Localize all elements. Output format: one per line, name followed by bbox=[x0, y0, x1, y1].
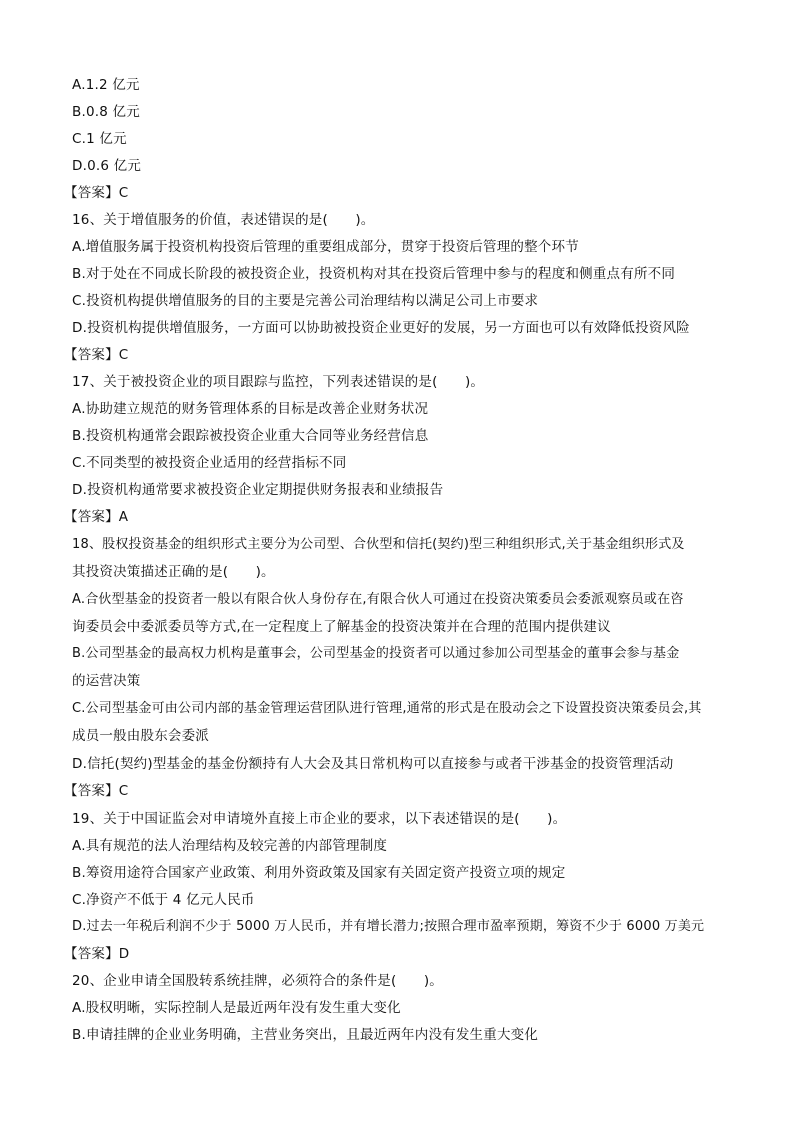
q20-option-b: B.申请挂牌的企业业务明确，主营业务突出，且最近两年内没有发生重大变化 bbox=[72, 1027, 539, 1043]
q19-answer: 【答案】D bbox=[64, 946, 130, 962]
q15-answer: 【答案】C bbox=[64, 185, 129, 201]
q16-answer: 【答案】C bbox=[64, 347, 129, 363]
q15-option-a: A.1.2 亿元 bbox=[72, 77, 140, 93]
q16-option-c: C.投资机构提供增值服务的目的主要是完善公司治理结构以满足公司上市要求 bbox=[72, 293, 539, 309]
q15-option-d: D.0.6 亿元 bbox=[72, 158, 142, 174]
q16-option-a: A.增值服务属于投资机构投资后管理的重要组成部分，贯穿于投资后管理的整个环节 bbox=[72, 239, 579, 255]
q18-option-b-line2: 的运营决策 bbox=[72, 673, 141, 689]
q17-answer: 【答案】A bbox=[64, 509, 129, 525]
q15-option-c: C.1 亿元 bbox=[72, 131, 127, 147]
q18-option-b-line1: B.公司型基金的最高权力机构是董事会，公司型基金的投资者可以通过参加公司型基金的董事会参与基金 bbox=[72, 646, 680, 661]
q17-option-c: C.不同类型的被投资企业适用的经营指标不同 bbox=[72, 455, 347, 471]
q18-stem-line2: 其投资决策描述正确的是( )。 bbox=[72, 564, 275, 580]
q17-option-a: A.协助建立规范的财务管理体系的目标是改善企业财务状况 bbox=[72, 401, 429, 417]
q19-option-b: B.筹资用途符合国家产业政策、利用外资政策及国家有关固定资产投资立项的规定 bbox=[72, 865, 566, 881]
q17-option-b: B.投资机构通常会跟踪被投资企业重大合同等业务经营信息 bbox=[72, 428, 429, 444]
q18-option-d: D.信托(契约)型基金的基金份额持有人大会及其日常机构可以直接参与或者干涉基金的投资管理活动 bbox=[72, 756, 674, 772]
q19-option-c: C.净资产不低于 4 亿元人民币 bbox=[72, 892, 255, 908]
q20-option-a: A.股权明晰，实际控制人是最近两年没有发生重大变化 bbox=[72, 1000, 401, 1016]
q16-stem: 16、关于增值服务的价值，表述错误的是( )。 bbox=[72, 212, 375, 228]
q18-option-a-line2: 询委员会中委派委员等方式,在一定程度上了解基金的投资决策并在合理的范围内提供建议 bbox=[72, 619, 611, 635]
q18-stem-line1: 18、股权投资基金的组织形式主要分为公司型、合伙型和信托(契约)型三种组织形式,关于基金组织形式及 bbox=[72, 537, 685, 552]
q16-option-d: D.投资机构提供增值服务，一方面可以协助被投资企业更好的发展，另一方面也可以有效降低投资风险 bbox=[72, 320, 690, 336]
q18-option-a-line1: A.合伙型基金的投资者一般以有限合伙人身份存在,有限合伙人可通过在投资决策委员会委派观察员或在咨 bbox=[72, 592, 684, 607]
q19-option-d: D.过去一年税后利润不少于 5000 万人民币，并有增长潜力;按照合理市盈率预期，筹资不少于 6000 万美元 bbox=[72, 919, 705, 934]
q18-option-c-line2: 成员一般由股东会委派 bbox=[72, 728, 209, 744]
q19-stem: 19、关于中国证监会对申请境外直接上市企业的要求，以下表述错误的是( )。 bbox=[72, 811, 567, 827]
q16-option-b: B.对于处在不同成长阶段的被投资企业，投资机构对其在投资后管理中参与的程度和侧重点有所不同 bbox=[72, 266, 676, 282]
q17-option-d: D.投资机构通常要求被投资企业定期提供财务报表和业绩报告 bbox=[72, 482, 444, 498]
q17-stem: 17、关于被投资企业的项目跟踪与监控，下列表述错误的是( )。 bbox=[72, 374, 485, 390]
q15-option-b: B.0.8 亿元 bbox=[72, 104, 140, 120]
q19-option-a: A.具有规范的法人治理结构及较完善的内部管理制度 bbox=[72, 838, 388, 854]
q18-option-c-line1: C.公司型基金可由公司内部的基金管理运营团队进行管理,通常的形式是在股动会之下设置投资决策委员会,其 bbox=[72, 701, 702, 716]
q20-stem: 20、企业申请全国股转系统挂牌，必须符合的条件是( )。 bbox=[72, 973, 444, 989]
q18-answer: 【答案】C bbox=[64, 783, 129, 799]
